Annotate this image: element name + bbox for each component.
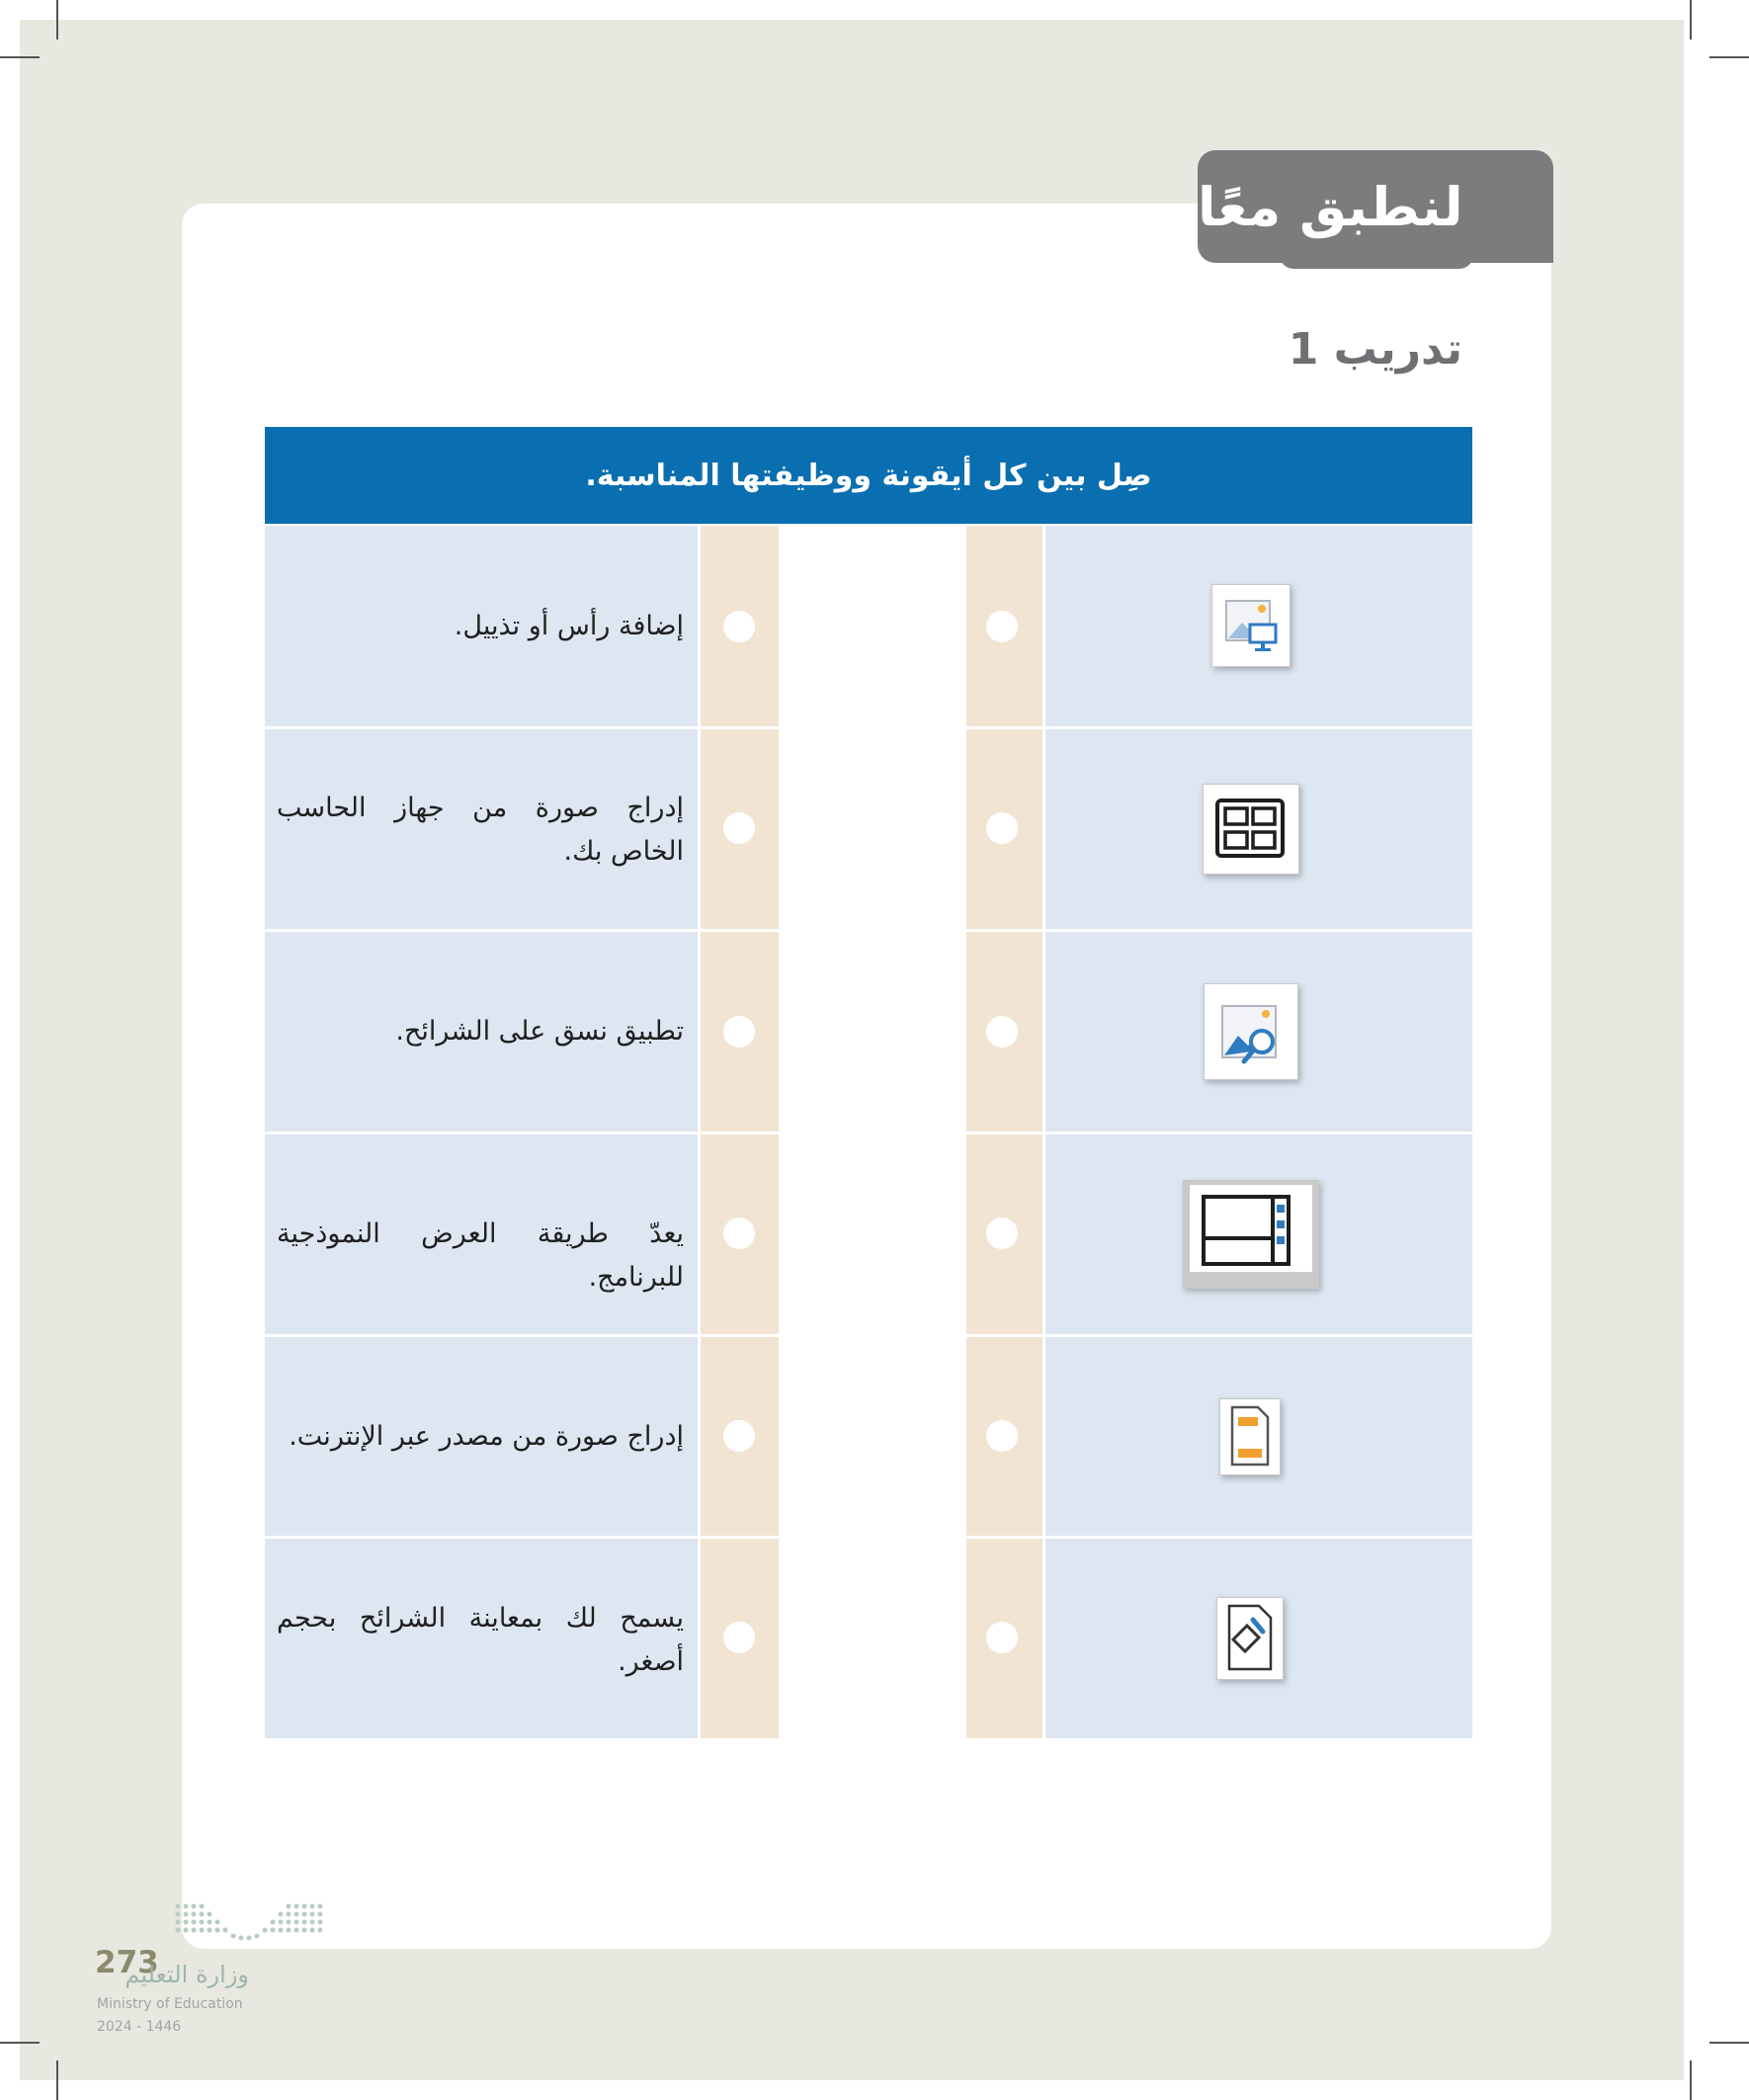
crop-mark bbox=[1690, 2060, 1692, 2100]
match-dot-function[interactable] bbox=[723, 1016, 755, 1048]
page-number: 273 bbox=[95, 1945, 159, 1980]
function-text: إضافة رأس أو تذييل. bbox=[454, 611, 684, 641]
crop-mark bbox=[1690, 0, 1692, 40]
section-title: لنطبق معًا bbox=[1198, 175, 1463, 238]
function-text: تطبيق نسق على الشرائح. bbox=[395, 1016, 684, 1047]
crop-mark bbox=[56, 2060, 58, 2100]
crop-mark bbox=[0, 2042, 40, 2044]
header-footer-icon bbox=[1219, 1398, 1281, 1475]
crop-mark bbox=[1709, 2042, 1749, 2044]
section-title-tab bbox=[1198, 150, 1553, 263]
function-text: إدراج صورة من جهاز الحاسب الخاص بك. bbox=[277, 793, 684, 867]
match-dot-icon[interactable] bbox=[986, 611, 1018, 642]
match-dot-icon[interactable] bbox=[986, 812, 1018, 844]
online-picture-search-icon bbox=[1204, 983, 1298, 1080]
match-dot-function[interactable] bbox=[723, 1420, 755, 1452]
instruction-text: صِل بين كل أيقونة ووظيفتها المناسبة. bbox=[585, 458, 1152, 493]
match-dot-function[interactable] bbox=[723, 812, 755, 844]
exercise-title: تدريب 1 bbox=[1288, 324, 1462, 375]
ministry-logo-dots bbox=[174, 1900, 324, 1944]
match-dot-icon[interactable] bbox=[986, 1420, 1018, 1452]
instruction-header bbox=[265, 427, 1472, 524]
ministry-name-arabic: وزارة التعليم bbox=[125, 1961, 249, 1988]
slide-sorter-view-icon bbox=[1203, 784, 1299, 875]
edition-year: 2024 - 1446 bbox=[97, 2019, 182, 2035]
match-dot-icon[interactable] bbox=[986, 1622, 1018, 1653]
match-dot-icon[interactable] bbox=[986, 1218, 1018, 1249]
match-dot-function[interactable] bbox=[723, 1622, 755, 1653]
crop-mark bbox=[56, 0, 58, 40]
crop-mark bbox=[0, 56, 40, 58]
crop-mark bbox=[1709, 56, 1749, 58]
match-dot-function[interactable] bbox=[723, 1218, 755, 1249]
match-dot-function[interactable] bbox=[723, 611, 755, 642]
function-text: إدراج صورة من مصدر عبر الإنترنت. bbox=[289, 1421, 684, 1452]
function-text: يعدّ طريقة العرض النموذجية للبرنامج. bbox=[277, 1218, 684, 1293]
ministry-name-english: Ministry of Education bbox=[97, 1996, 243, 2012]
normal-view-icon bbox=[1183, 1180, 1319, 1289]
function-text: يسمح لك بمعاينة الشرائح بحجم أصغر. bbox=[277, 1603, 684, 1677]
picture-monitor-icon bbox=[1211, 584, 1291, 667]
match-dot-icon[interactable] bbox=[986, 1016, 1018, 1048]
slide-design-icon bbox=[1216, 1597, 1284, 1680]
